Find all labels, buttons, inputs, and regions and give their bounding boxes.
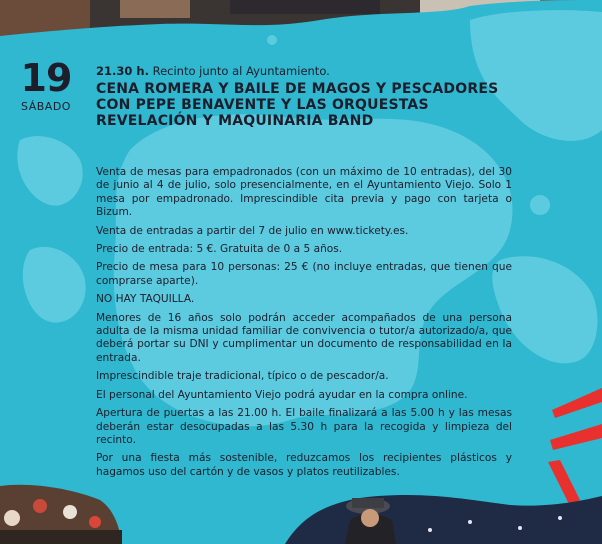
event-place: Recinto junto al Ayuntamiento. [152,64,330,78]
event-description [96,166,512,484]
event-header [96,64,512,129]
event-time: 21.30 h. [96,64,149,78]
date-block [14,58,78,114]
paragraph-ticket-sales: Venta de entradas a partir del 7 de julio en www.tickety.es. [96,224,409,237]
paragraph-sustainability: Por una fiesta más sostenible, reduzcamos los recipientes plásticos y hagamos uso del cartón y de vasos y platos reutilizables. [96,452,512,478]
weekday-label: SÁBADO [21,100,71,113]
time-place-line [96,64,512,79]
paragraph-ticket-price: Precio de entrada: 5 €. Gratuita de 0 a 5 años. [96,243,343,256]
paragraph-no-box-office: NO HAY TAQUILLA. [96,293,195,306]
paragraph-schedule: Apertura de puertas a las 21.00 h. El baile finalizará a las 5.00 h y las mesas deberán estar desocupadas a las 5.30 h para la recogida y limpieza del recinto. [96,407,512,446]
paragraph-minors: Menores de 16 años solo podrán acceder acompañados de una persona adulta de la misma unidad familiar de convivencia o tutor/a autorizado/a, que deberá portar su DNI y cumplimentar un documento de responsabilidad en la entrada. [96,311,512,364]
event-title: CENA ROMERA Y BAILE DE MAGOS Y PESCADORES CON PEPE BENAVENTE Y LAS ORQUESTAS REVELACIÓN Y MAQUINARIA BAND [96,81,499,129]
day-number: 19 [20,56,72,100]
paragraph-table-sales: Venta de mesas para empadronados (con un máximo de 10 entradas), del 30 de junio al 4 de julio, solo presencialmente, en el Ayuntamiento Viejo. Solo 1 mesa por empadronado. Imprescindible cita previa y pago con tarjeta o Bizum. [96,166,512,219]
paragraph-table-price: Precio de mesa para 10 personas: 25 € (no incluye entradas, que tienen que comprarse aparte). [96,261,512,287]
paragraph-online-help: El personal del Ayuntamiento Viejo podrá ayudar en la compra online. [96,388,468,401]
paragraph-dress-code: Imprescindible traje tradicional, típico o de pescador/a. [96,370,389,383]
